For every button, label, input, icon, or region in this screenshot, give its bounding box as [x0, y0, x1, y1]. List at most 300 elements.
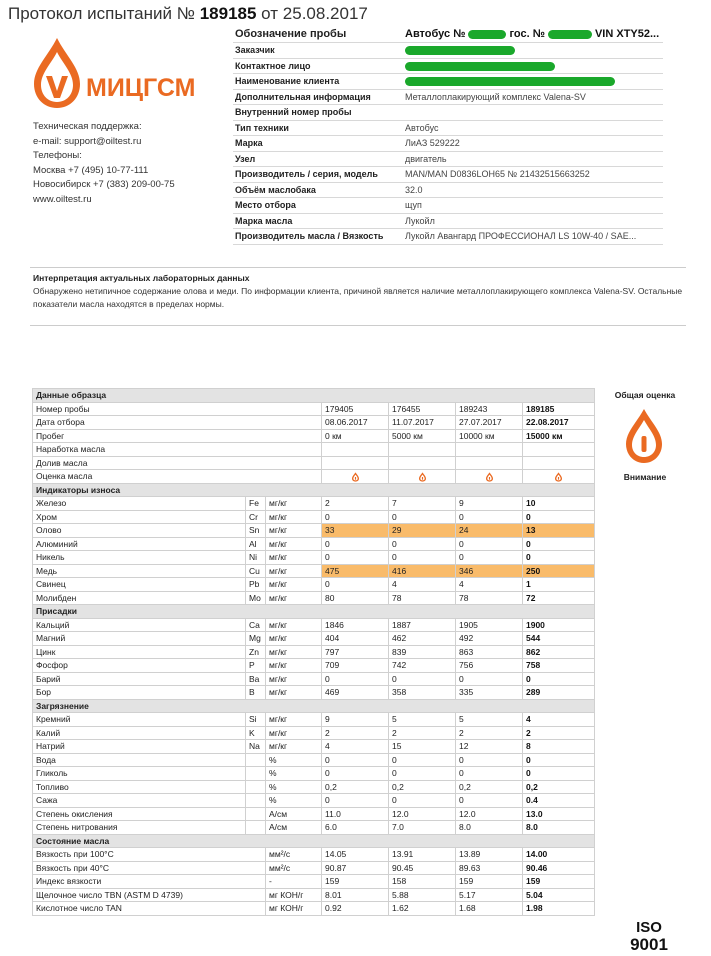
- result-name: Степень окисления: [33, 807, 246, 821]
- info-value: [403, 26, 663, 43]
- info-row: [233, 167, 663, 183]
- result-element-symbol: [246, 753, 266, 767]
- result-value: 1905: [456, 618, 523, 632]
- info-label: Марка: [233, 136, 403, 152]
- result-value: [456, 470, 523, 484]
- result-name: Дата отбора: [33, 416, 322, 430]
- result-row: [33, 416, 595, 430]
- overall-status: Внимание: [623, 472, 667, 482]
- result-unit: %: [266, 753, 322, 767]
- result-row: [33, 902, 595, 916]
- result-value: 1846: [322, 618, 389, 632]
- result-element-symbol: Cr: [246, 510, 266, 524]
- result-name: Никель: [33, 551, 246, 565]
- overall-warning-drop-icon: [624, 408, 664, 464]
- result-value: 492: [456, 632, 523, 646]
- lab-results-table: [32, 388, 595, 916]
- result-name: Цинк: [33, 645, 246, 659]
- result-unit: мг/кг: [266, 524, 322, 538]
- result-value: 90.87: [322, 861, 389, 875]
- protocol-date: 25.08.2017: [282, 4, 368, 23]
- result-value: 544: [523, 632, 595, 646]
- result-value: 1.62: [389, 902, 456, 916]
- result-value: [523, 443, 595, 457]
- result-element-symbol: Sn: [246, 524, 266, 538]
- result-element-symbol: Cu: [246, 564, 266, 578]
- result-value: 2: [322, 497, 389, 511]
- result-name: Сажа: [33, 794, 246, 808]
- result-value: [322, 443, 389, 457]
- redaction-mark: [468, 30, 506, 39]
- result-row: [33, 632, 595, 646]
- result-value: 5000 км: [389, 429, 456, 443]
- result-element-symbol: [246, 794, 266, 808]
- result-name: Номер пробы: [33, 402, 322, 416]
- result-value: 33: [322, 524, 389, 538]
- result-value: 9: [456, 497, 523, 511]
- info-label: Контактное лицо: [233, 58, 403, 74]
- info-value: Лукойл: [403, 213, 663, 229]
- result-value: 8.0: [523, 821, 595, 835]
- result-row: [33, 848, 595, 862]
- result-name: Вязкость при 100°С: [33, 848, 266, 862]
- result-element-symbol: Ca: [246, 618, 266, 632]
- result-name: Натрий: [33, 740, 246, 754]
- result-row: [33, 497, 595, 511]
- info-label: Производитель масла / Вязкость: [233, 229, 403, 245]
- result-name: Медь: [33, 564, 246, 578]
- result-value: 0: [456, 510, 523, 524]
- result-value: 8.01: [322, 888, 389, 902]
- result-unit: мг/кг: [266, 510, 322, 524]
- info-label: Дополнительная информация: [233, 89, 403, 105]
- support-contacts: Техническая поддержка: e-mail: support@oiltest.ru Телефоны: Москва +7 (495) 10-77-111 Новосибирск +7 (383) 209-00-75 www.oiltest.ru: [33, 121, 175, 205]
- result-name: Пробег: [33, 429, 322, 443]
- result-name: Хром: [33, 510, 246, 524]
- result-value: 756: [456, 659, 523, 673]
- info-value: [403, 105, 663, 121]
- result-row: [33, 510, 595, 524]
- info-value: [403, 58, 663, 74]
- result-value: 0: [322, 767, 389, 781]
- result-value: 15: [389, 740, 456, 754]
- result-value: 2: [456, 726, 523, 740]
- section-title: Загрязнение: [33, 699, 595, 713]
- info-row: [233, 26, 663, 43]
- result-value: 5: [456, 713, 523, 727]
- section-header-row: [33, 483, 595, 497]
- result-unit: мг/кг: [266, 686, 322, 700]
- result-row: [33, 861, 595, 875]
- result-unit: мг/кг: [266, 618, 322, 632]
- result-value: 863: [456, 645, 523, 659]
- info-row: [233, 58, 663, 74]
- result-value: 14.00: [523, 848, 595, 862]
- info-label: Узел: [233, 151, 403, 167]
- result-value: 475: [322, 564, 389, 578]
- result-row: [33, 618, 595, 632]
- result-name: Алюминий: [33, 537, 246, 551]
- result-value: 12.0: [389, 807, 456, 821]
- section-title: Присадки: [33, 605, 595, 619]
- protocol-number: 189185: [199, 4, 257, 23]
- result-value: 0: [523, 672, 595, 686]
- result-value: 10000 км: [456, 429, 523, 443]
- overall-assessment-label: Общая оценка: [614, 390, 676, 400]
- info-value: ЛиАЗ 529222: [403, 136, 663, 152]
- result-value: 0: [322, 794, 389, 808]
- info-value: [403, 74, 663, 90]
- result-name: Калий: [33, 726, 246, 740]
- result-value: 335: [456, 686, 523, 700]
- result-value: 0: [322, 510, 389, 524]
- result-value: 5.88: [389, 888, 456, 902]
- result-value: 404: [322, 632, 389, 646]
- result-value: [456, 443, 523, 457]
- result-element-symbol: Mo: [246, 591, 266, 605]
- result-element-symbol: [246, 780, 266, 794]
- result-name: Щелочное число TBN (ASTM D 4739): [33, 888, 266, 902]
- interpretation-block: [30, 267, 686, 326]
- result-value: 189243: [456, 402, 523, 416]
- info-label: Обозначение пробы: [233, 26, 403, 43]
- result-value: 189185: [523, 402, 595, 416]
- result-unit: мг/кг: [266, 591, 322, 605]
- protocol-title: [8, 4, 368, 24]
- result-row: [33, 402, 595, 416]
- result-value: [322, 470, 389, 484]
- result-name: Наработка масла: [33, 443, 322, 457]
- iso-line1: ISO: [636, 919, 662, 936]
- result-name: Степень нитрования: [33, 821, 246, 835]
- result-value: 0: [322, 551, 389, 565]
- section-header-row: [33, 389, 595, 403]
- result-name: Барий: [33, 672, 246, 686]
- info-row: [233, 213, 663, 229]
- result-name: Кальций: [33, 618, 246, 632]
- result-value: 289: [523, 686, 595, 700]
- result-row: [33, 443, 595, 457]
- section-title: Данные образца: [33, 389, 595, 403]
- result-value: [322, 456, 389, 470]
- result-value: 5: [389, 713, 456, 727]
- result-value: 158: [389, 875, 456, 889]
- result-unit: мг/кг: [266, 672, 322, 686]
- result-name: Фосфор: [33, 659, 246, 673]
- result-name: Топливо: [33, 780, 246, 794]
- result-value: 14.05: [322, 848, 389, 862]
- result-value: 13: [523, 524, 595, 538]
- result-value: 9: [322, 713, 389, 727]
- result-value: 0: [456, 767, 523, 781]
- result-row: [33, 591, 595, 605]
- result-value: 0: [456, 551, 523, 565]
- result-value: 0: [389, 794, 456, 808]
- section-header-row: [33, 834, 595, 848]
- result-value: 0: [456, 794, 523, 808]
- result-element-symbol: K: [246, 726, 266, 740]
- section-title: Индикаторы износа: [33, 483, 595, 497]
- result-value: 4: [523, 713, 595, 727]
- result-value: 709: [322, 659, 389, 673]
- result-row: [33, 794, 595, 808]
- result-name: Железо: [33, 497, 246, 511]
- info-label: Производитель / серия, модель: [233, 167, 403, 183]
- result-value: 4: [389, 578, 456, 592]
- result-value: 24: [456, 524, 523, 538]
- result-row: [33, 875, 595, 889]
- result-value: 7: [389, 497, 456, 511]
- result-value: 0: [322, 537, 389, 551]
- result-value: 0: [456, 753, 523, 767]
- result-value: 758: [523, 659, 595, 673]
- result-element-symbol: Ba: [246, 672, 266, 686]
- result-value: 0: [322, 672, 389, 686]
- result-element-symbol: Fe: [246, 497, 266, 511]
- result-value: 5.17: [456, 888, 523, 902]
- result-unit: -: [266, 875, 322, 889]
- result-value: 90.46: [523, 861, 595, 875]
- result-value: 72: [523, 591, 595, 605]
- result-unit: мг/кг: [266, 645, 322, 659]
- result-value: 839: [389, 645, 456, 659]
- info-value: [403, 43, 663, 59]
- info-row: [233, 43, 663, 59]
- result-value: [389, 470, 456, 484]
- sample-designation-c: VIN XTY52...: [594, 28, 660, 40]
- result-unit: А/см: [266, 821, 322, 835]
- result-value: 0: [523, 510, 595, 524]
- result-name: Бор: [33, 686, 246, 700]
- result-value: 0,2: [322, 780, 389, 794]
- iso-line2: 9001: [630, 935, 668, 952]
- result-value: 1.68: [456, 902, 523, 916]
- info-row: [233, 105, 663, 121]
- result-value: 5.04: [523, 888, 595, 902]
- result-row: [33, 713, 595, 727]
- sample-designation-a: Автобус №: [405, 28, 466, 40]
- section-header-row: [33, 699, 595, 713]
- info-value: Лукойл Авангард ПРОФЕССИОНАЛ LS 10W-40 / SAE...: [403, 229, 663, 245]
- result-name: Оценка масла: [33, 470, 322, 484]
- result-value: 0: [523, 753, 595, 767]
- result-value: 22.08.2017: [523, 416, 595, 430]
- result-unit: мг КОН/г: [266, 902, 322, 916]
- result-value: 4: [456, 578, 523, 592]
- result-element-symbol: P: [246, 659, 266, 673]
- result-row: [33, 686, 595, 700]
- result-row: [33, 564, 595, 578]
- result-row: [33, 524, 595, 538]
- result-value: 0: [322, 578, 389, 592]
- info-label: Заказчик: [233, 43, 403, 59]
- result-value: [523, 470, 595, 484]
- result-unit: мг/кг: [266, 578, 322, 592]
- result-value: 797: [322, 645, 389, 659]
- result-name: Магний: [33, 632, 246, 646]
- title-prefix: Протокол испытаний №: [8, 4, 195, 23]
- result-value: 4: [322, 740, 389, 754]
- result-value: 27.07.2017: [456, 416, 523, 430]
- result-row: [33, 645, 595, 659]
- result-value: 80: [322, 591, 389, 605]
- result-value: 11.0: [322, 807, 389, 821]
- result-value: 0: [389, 551, 456, 565]
- result-value: 2: [322, 726, 389, 740]
- result-value: 462: [389, 632, 456, 646]
- result-element-symbol: Mg: [246, 632, 266, 646]
- redaction-mark: [405, 46, 515, 55]
- result-name: Вода: [33, 753, 246, 767]
- result-row: [33, 578, 595, 592]
- info-label: Внутренний номер пробы: [233, 105, 403, 121]
- result-value: 0: [389, 510, 456, 524]
- result-value: 416: [389, 564, 456, 578]
- sample-designation-b: гос. №: [509, 28, 545, 40]
- info-label: Наименование клиента: [233, 74, 403, 90]
- result-value: 8: [523, 740, 595, 754]
- result-value: 1: [523, 578, 595, 592]
- result-value: 742: [389, 659, 456, 673]
- result-value: 358: [389, 686, 456, 700]
- result-name: Свинец: [33, 578, 246, 592]
- date-prefix: от: [261, 4, 279, 23]
- result-row: [33, 537, 595, 551]
- result-unit: мг/кг: [266, 537, 322, 551]
- interpretation-text: Обнаружено нетипичное содержание олова и меди. По информации клиента, причиной является наличие металлоплакирующего комплекса Valena-SV. Остальные показатели масла находятся в пределах нормы.: [33, 286, 683, 309]
- result-element-symbol: Al: [246, 537, 266, 551]
- result-unit: А/см: [266, 807, 322, 821]
- info-row: [233, 198, 663, 214]
- result-value: 89.63: [456, 861, 523, 875]
- result-row: [33, 821, 595, 835]
- result-value: [456, 456, 523, 470]
- result-value: 13.0: [523, 807, 595, 821]
- result-value: 12.0: [456, 807, 523, 821]
- result-value: 13.89: [456, 848, 523, 862]
- result-value: 0: [523, 551, 595, 565]
- info-label: Тип техники: [233, 120, 403, 136]
- info-label: Объём маслобака: [233, 182, 403, 198]
- result-value: 0,2: [389, 780, 456, 794]
- result-value: 1900: [523, 618, 595, 632]
- result-row: [33, 659, 595, 673]
- info-value: Автобус: [403, 120, 663, 136]
- result-unit: мг/кг: [266, 497, 322, 511]
- result-value: 78: [389, 591, 456, 605]
- result-name: Молибден: [33, 591, 246, 605]
- result-value: 0: [389, 753, 456, 767]
- result-name: Гликоль: [33, 767, 246, 781]
- result-unit: %: [266, 767, 322, 781]
- result-value: 12: [456, 740, 523, 754]
- result-value: [389, 443, 456, 457]
- result-value: 0,2: [523, 780, 595, 794]
- result-value: 250: [523, 564, 595, 578]
- result-value: 0 км: [322, 429, 389, 443]
- redaction-mark: [405, 62, 555, 71]
- result-row: [33, 753, 595, 767]
- result-value: 1.98: [523, 902, 595, 916]
- result-value: 159: [523, 875, 595, 889]
- logo-text: МИЦГСМ: [86, 74, 196, 102]
- result-unit: мг КОН/г: [266, 888, 322, 902]
- result-value: [389, 456, 456, 470]
- result-name: Кремний: [33, 713, 246, 727]
- result-row: [33, 780, 595, 794]
- info-value: двигатель: [403, 151, 663, 167]
- result-element-symbol: Na: [246, 740, 266, 754]
- mic-gsm-logo: [30, 36, 220, 111]
- result-value: 0,2: [456, 780, 523, 794]
- result-unit: мг/кг: [266, 551, 322, 565]
- result-name: Кислотное число TAN: [33, 902, 266, 916]
- result-element-symbol: B: [246, 686, 266, 700]
- result-row: [33, 740, 595, 754]
- sample-info-table: [233, 26, 663, 245]
- result-name: Долив масла: [33, 456, 322, 470]
- info-row: [233, 151, 663, 167]
- redaction-mark: [548, 30, 592, 39]
- info-row: [233, 74, 663, 90]
- result-value: 0: [456, 537, 523, 551]
- result-value: 176455: [389, 402, 456, 416]
- result-value: 862: [523, 645, 595, 659]
- result-value: 469: [322, 686, 389, 700]
- result-row: [33, 672, 595, 686]
- result-element-symbol: [246, 767, 266, 781]
- result-element-symbol: Ni: [246, 551, 266, 565]
- result-unit: мг/кг: [266, 632, 322, 646]
- result-element-symbol: Si: [246, 713, 266, 727]
- result-unit: мг/кг: [266, 740, 322, 754]
- result-value: 2: [389, 726, 456, 740]
- info-label: Место отбора: [233, 198, 403, 214]
- result-value: 8.0: [456, 821, 523, 835]
- info-value: 32.0: [403, 182, 663, 198]
- result-value: 0: [322, 753, 389, 767]
- result-row: [33, 807, 595, 821]
- result-row: [33, 551, 595, 565]
- iso-9001-badge: [628, 918, 670, 952]
- result-value: 2: [523, 726, 595, 740]
- result-value: 0: [523, 537, 595, 551]
- result-value: 346: [456, 564, 523, 578]
- result-value: 7.0: [389, 821, 456, 835]
- info-row: [233, 136, 663, 152]
- result-value: 08.06.2017: [322, 416, 389, 430]
- result-row: [33, 429, 595, 443]
- result-value: 179405: [322, 402, 389, 416]
- oil-rating-drop-icon: [418, 472, 427, 482]
- result-unit: %: [266, 780, 322, 794]
- result-row: [33, 456, 595, 470]
- result-row: [33, 726, 595, 740]
- result-value: 11.07.2017: [389, 416, 456, 430]
- result-element-symbol: Zn: [246, 645, 266, 659]
- oil-rating-drop-icon: [485, 472, 494, 482]
- result-element-symbol: Pb: [246, 578, 266, 592]
- result-value: 6.0: [322, 821, 389, 835]
- info-row: [233, 89, 663, 105]
- info-label: Марка масла: [233, 213, 403, 229]
- result-row: [33, 767, 595, 781]
- result-unit: %: [266, 794, 322, 808]
- result-unit: мг/кг: [266, 726, 322, 740]
- result-value: 0.4: [523, 794, 595, 808]
- result-row: [33, 470, 595, 484]
- result-name: Олово: [33, 524, 246, 538]
